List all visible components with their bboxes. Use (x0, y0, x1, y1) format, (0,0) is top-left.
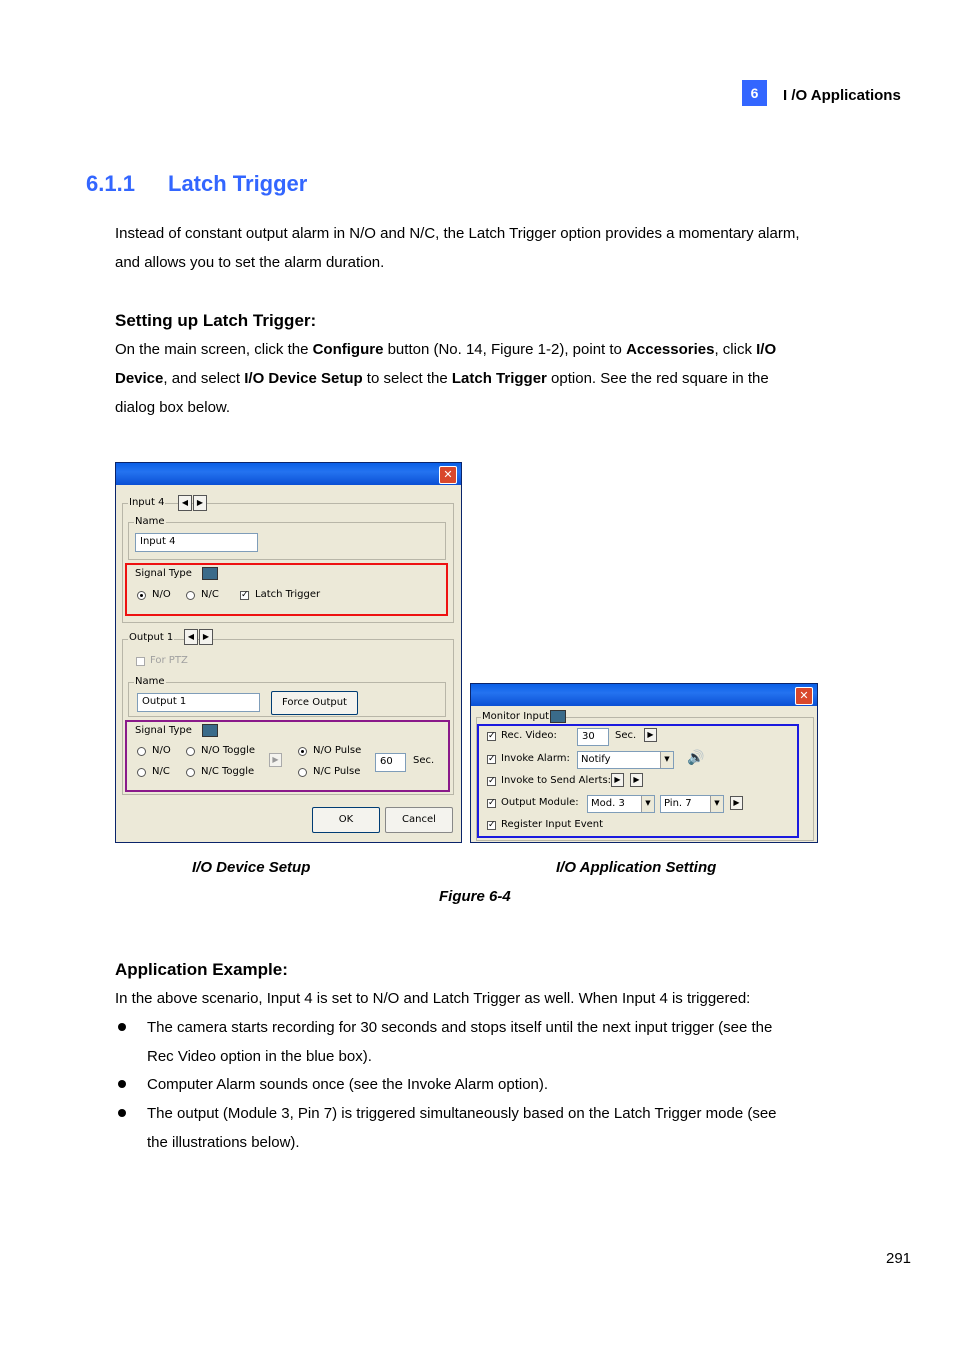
nc-toggle-label: N/C Toggle (201, 766, 255, 777)
input-no-radio[interactable] (137, 591, 146, 600)
bullet-icon (118, 1109, 126, 1117)
signal-type-label: Signal Type (135, 568, 192, 579)
caption-device-setup: I/O Device Setup (192, 859, 311, 876)
no-toggle-radio[interactable] (186, 747, 195, 756)
bullet-2-line-1: Computer Alarm sounds once (see the Invoke Alarm option). (147, 1076, 549, 1093)
for-ptz-label: For PTZ (150, 655, 188, 666)
output-next-icon[interactable]: ▶ (199, 629, 213, 645)
nc-pulse-label: N/C Pulse (313, 766, 361, 777)
input-nc-radio[interactable] (186, 591, 195, 600)
output-signal-type-icon[interactable] (202, 724, 218, 737)
invoke-alarm-checkbox[interactable]: ✓ (488, 754, 496, 764)
output-label: Output 1 (129, 632, 174, 643)
bullet-icon (118, 1080, 126, 1088)
setup-line-1: On the main screen, click the Configure button (No. 14, Figure 1-2), point to Accessories, click I/O (115, 341, 777, 358)
rec-video-checkbox[interactable]: ✓ (488, 731, 496, 741)
input-name-field[interactable]: Input 4 (135, 533, 258, 552)
bullet-item-1 (147, 1013, 772, 1071)
output-module-label: Output Module: (501, 797, 579, 808)
chapter-title: I /O Applications (783, 87, 901, 104)
intro-line-1: Instead of constant output alarm in N/O and N/C, the Latch Trigger option provides a momentary alarm, (115, 225, 800, 242)
output-module-select[interactable]: Mod. 3 ▼ (587, 795, 655, 813)
io-application-setting-dialog (470, 683, 818, 843)
send-alerts-label: Invoke to Send Alerts: (501, 775, 612, 786)
example-intro: In the above scenario, Input 4 is set to N/O and Latch Trigger as well. When Input 4 is triggered: (115, 990, 751, 1007)
intro-paragraph (115, 219, 800, 277)
register-event-checkbox[interactable]: ✓ (488, 820, 496, 830)
chapter-number-badge: 6 (742, 80, 767, 106)
close-icon[interactable]: ✕ (795, 687, 813, 705)
cancel-button[interactable]: Cancel (385, 807, 453, 833)
rec-video-seconds-field[interactable]: 30 (577, 728, 609, 746)
setup-line-2: Device, and select I/O Device Setup to select the Latch Trigger option. See the red square in the (115, 370, 769, 387)
bullet-3-line-1: The output (Module 3, Pin 7) is triggered simultaneously based on the Latch Trigger mode (see (147, 1105, 777, 1122)
dialog-titlebar (116, 463, 461, 485)
pulse-arrow-icon[interactable]: ▶ (269, 753, 282, 767)
rec-video-seconds-unit: Sec. (615, 730, 637, 741)
output-prev-icon[interactable]: ◀ (184, 629, 198, 645)
output-signal-type-label: Signal Type (135, 725, 192, 736)
output-module-checkbox[interactable]: ✓ (488, 798, 496, 808)
section-title: Latch Trigger (168, 171, 308, 196)
section-number: 6.1.1 (86, 171, 135, 196)
monitor-input-label: Monitor Input (482, 711, 550, 722)
setup-paragraph (115, 335, 776, 422)
for-ptz-checkbox[interactable] (136, 657, 145, 666)
rec-video-label: Rec. Video: (501, 730, 557, 741)
output-no-radio[interactable] (137, 747, 146, 756)
send-alerts-arrow-icon-2[interactable]: ▶ (630, 773, 643, 787)
example-heading: Application Example: (115, 960, 288, 979)
monitor-input-icon[interactable] (550, 710, 566, 723)
figure-caption: Figure 6-4 (439, 888, 511, 905)
invoke-alarm-label: Invoke Alarm: (501, 753, 570, 764)
send-alerts-checkbox[interactable]: ✓ (488, 776, 496, 786)
output-nc-radio[interactable] (137, 768, 146, 777)
pulse-seconds-field[interactable]: 60 (375, 753, 406, 772)
caption-application-setting: I/O Application Setting (556, 859, 717, 876)
output-name-field[interactable]: Output 1 (137, 693, 260, 712)
invoke-alarm-select[interactable]: Notify ▼ (577, 751, 674, 769)
intro-line-2: and allows you to set the alarm duration. (115, 254, 385, 271)
bullet-item-2 (147, 1070, 548, 1099)
input-no-label: N/O (152, 589, 171, 600)
input-nc-label: N/C (201, 589, 219, 600)
input-name-group-label: Name (135, 516, 165, 527)
register-event-label: Register Input Event (501, 819, 604, 830)
ok-button[interactable]: OK (312, 807, 380, 833)
output-module-arrow-icon[interactable]: ▶ (730, 796, 743, 810)
signal-type-icon[interactable] (202, 567, 218, 580)
pulse-seconds-unit: Sec. (413, 755, 435, 766)
bullet-3-line-2: the illustrations below). (147, 1134, 300, 1151)
send-alerts-arrow-icon[interactable]: ▶ (611, 773, 624, 787)
input-next-icon[interactable]: ▶ (193, 495, 207, 511)
dialog-titlebar (471, 684, 817, 706)
output-name-group-label: Name (135, 676, 165, 687)
io-device-setup-dialog (115, 462, 462, 843)
output-pin-select[interactable]: Pin. 7 ▼ (660, 795, 724, 813)
bullet-item-3 (147, 1099, 777, 1157)
rec-video-arrow-icon[interactable]: ▶ (644, 728, 657, 742)
setup-line-3: dialog box below. (115, 399, 231, 416)
section-heading (86, 171, 307, 197)
nc-toggle-radio[interactable] (186, 768, 195, 777)
no-toggle-label: N/O Toggle (201, 745, 256, 756)
bullet-1-line-1: The camera starts recording for 30 seconds and stops itself until the next input trigger (see the (147, 1019, 773, 1036)
latch-trigger-label: Latch Trigger (255, 589, 321, 600)
bullet-1-line-2: Rec Video option in the blue box). (147, 1048, 372, 1065)
page-number: 291 (886, 1250, 912, 1267)
bullet-icon (118, 1023, 126, 1031)
output-no-label: N/O (152, 745, 171, 756)
force-output-button[interactable]: Force Output (271, 691, 358, 715)
output-nc-label: N/C (152, 766, 170, 777)
nc-pulse-radio[interactable] (298, 768, 307, 777)
no-pulse-label: N/O Pulse (313, 745, 362, 756)
speaker-icon[interactable]: 🔊 (687, 750, 705, 766)
close-icon[interactable]: ✕ (439, 466, 457, 484)
input-label: Input 4 (129, 497, 165, 508)
input-prev-icon[interactable]: ◀ (178, 495, 192, 511)
latch-trigger-checkbox[interactable]: ✓ (241, 590, 249, 600)
setup-heading: Setting up Latch Trigger: (115, 311, 317, 330)
no-pulse-radio[interactable] (298, 747, 307, 756)
